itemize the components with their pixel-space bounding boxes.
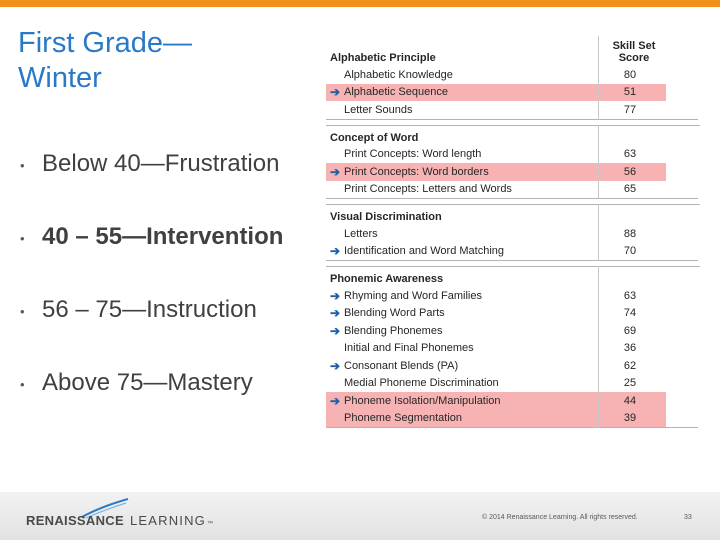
column-divider: [598, 266, 599, 428]
section-title: Concept of Word: [330, 131, 419, 144]
skill-score: 62: [623, 359, 637, 372]
skill-score: 56: [623, 165, 637, 178]
skill-row: [326, 181, 666, 199]
score-range-item: [20, 296, 340, 369]
section-header: [326, 125, 700, 146]
section-bottom-rule: [326, 198, 698, 199]
score-range-label: 40 – 55—Intervention: [42, 223, 284, 250]
section-bottom-rule: [326, 260, 698, 261]
bullet-icon: •: [20, 158, 25, 173]
skill-label: Blending Word Parts: [344, 307, 445, 320]
skill-row: [326, 225, 666, 243]
section-title: Phonemic Awareness: [330, 273, 444, 285]
arrow-right-icon: ➔: [329, 323, 341, 338]
section-header: [326, 204, 700, 225]
skill-row: [326, 322, 666, 340]
skill-row: [326, 84, 666, 102]
skill-score: 25: [623, 377, 637, 390]
skill-label: Medial Phoneme Discrimination: [344, 377, 499, 390]
skill-label: Letter Sounds: [344, 103, 413, 116]
score-range-item: [20, 223, 340, 296]
skill-row: [326, 410, 666, 428]
skill-row: [326, 375, 666, 393]
top-accent-bar: [0, 0, 720, 7]
skill-score: 88: [623, 227, 637, 240]
arrow-right-icon: ➔: [329, 288, 341, 303]
skill-section: [326, 266, 700, 428]
skill-label: Alphabetic Knowledge: [344, 68, 453, 81]
skill-score: 74: [623, 307, 637, 320]
skill-row: [326, 340, 666, 358]
arrow-right-icon: ➔: [329, 306, 341, 321]
skill-label: Phoneme Isolation/Manipulation: [344, 394, 501, 407]
skill-score: 44: [623, 394, 637, 407]
renaissance-learning-logo: [26, 513, 213, 528]
skill-row: [326, 66, 666, 84]
skill-label: Letters: [344, 227, 378, 240]
section-title: Alphabetic Principle: [330, 52, 436, 64]
skill-label: Rhyming and Word Families: [344, 289, 482, 302]
section-title: Visual Discrimination: [330, 211, 442, 223]
section-bottom-rule: [326, 427, 698, 428]
skill-row: [326, 287, 666, 305]
section-header: [326, 266, 700, 287]
skill-score: 39: [623, 412, 637, 425]
skill-score: 51: [623, 86, 637, 99]
skill-label: Initial and Final Phonemes: [344, 342, 474, 355]
section-bottom-rule: [326, 119, 698, 120]
skill-row: [326, 243, 666, 261]
score-range-item: [20, 369, 340, 442]
page-number: 33: [684, 514, 692, 521]
skill-label: Print Concepts: Word borders: [344, 165, 489, 178]
skill-label: Phoneme Segmentation: [344, 412, 463, 425]
skill-label: Print Concepts: Letters and Words: [344, 183, 512, 196]
copyright-text: © 2014 Renaissance Learning. All rights reserved.: [482, 514, 638, 521]
column-divider: [598, 204, 599, 261]
skill-label: Alphabetic Sequence: [344, 86, 448, 99]
arrow-right-icon: ➔: [329, 164, 341, 179]
skill-score: 69: [623, 324, 637, 337]
skill-row: [326, 146, 666, 164]
arrow-right-icon: ➔: [329, 393, 341, 408]
skill-row: [326, 163, 666, 181]
bullet-icon: •: [20, 304, 25, 319]
skill-section: [326, 125, 700, 200]
skill-section: [326, 204, 700, 261]
skill-label: Identification and Word Matching: [344, 245, 504, 258]
skill-score: 63: [623, 289, 637, 302]
arrow-right-icon: ➔: [329, 358, 341, 373]
score-range-label: Above 75—Mastery: [42, 369, 253, 396]
score-range-label: Below 40—Frustration: [42, 150, 280, 177]
skill-score: 70: [623, 245, 637, 258]
section-header: [326, 36, 700, 66]
logo-brand-learning: LEARNING: [129, 513, 206, 528]
skill-section: [326, 36, 700, 120]
arrow-right-icon: ➔: [329, 244, 341, 259]
skill-row: [326, 101, 666, 119]
skill-score: 80: [623, 68, 637, 81]
skill-score: 65: [623, 183, 637, 196]
skill-score-table: [326, 36, 700, 433]
score-range-label: 56 – 75—Instruction: [42, 296, 257, 323]
column-divider: [598, 125, 599, 200]
skill-label: Consonant Blends (PA): [344, 359, 459, 372]
skill-score: 63: [623, 148, 637, 161]
bullet-icon: •: [20, 231, 25, 246]
skill-score: 36: [623, 342, 637, 355]
skill-row: [326, 392, 666, 410]
logo-trademark: ™: [207, 521, 213, 527]
logo-brand: RENAISSANCE: [26, 513, 124, 528]
score-range-list: [20, 150, 340, 442]
skill-label: Print Concepts: Word length: [344, 148, 482, 161]
bullet-icon: •: [20, 377, 25, 392]
score-column-header: Skill Set Score: [612, 40, 656, 64]
score-range-item: [20, 150, 340, 223]
skill-score: 77: [623, 103, 637, 116]
arrow-right-icon: ➔: [329, 85, 341, 100]
column-divider: [598, 36, 599, 120]
skill-row: [326, 305, 666, 323]
skill-row: [326, 357, 666, 375]
skill-label: Blending Phonemes: [344, 324, 443, 337]
slide-title: First Grade— Winter: [18, 27, 193, 94]
